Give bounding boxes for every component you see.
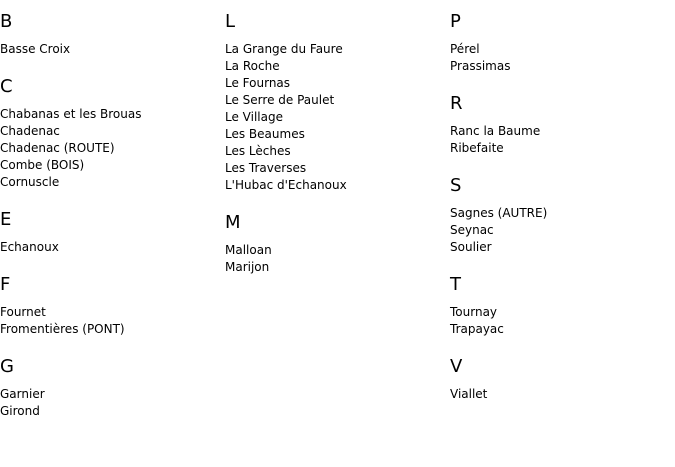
place-link[interactable]: Chadenac — [0, 124, 60, 138]
place-link[interactable]: Sagnes (AUTRE) — [450, 206, 548, 220]
place-link[interactable]: La Grange du Faure — [225, 42, 343, 56]
list-item[interactable] — [450, 123, 670, 140]
list-item[interactable] — [225, 177, 445, 194]
place-link[interactable]: Pérel — [450, 42, 480, 56]
list-item[interactable] — [225, 41, 445, 58]
list-item[interactable] — [0, 41, 220, 58]
place-link[interactable]: Combe (BOIS) — [0, 158, 85, 172]
list-item[interactable] — [450, 140, 670, 157]
list-item[interactable] — [0, 140, 220, 157]
list-item[interactable] — [450, 222, 670, 239]
letter-heading: M — [225, 212, 241, 233]
place-link[interactable]: Soulier — [450, 240, 492, 254]
letter-heading: F — [0, 274, 11, 295]
list-item[interactable] — [225, 75, 445, 92]
letter-group-v — [450, 345, 670, 403]
list-item[interactable] — [0, 304, 220, 321]
list-item[interactable] — [0, 403, 220, 420]
place-link[interactable]: Garnier — [0, 387, 45, 401]
letter-heading: C — [0, 76, 13, 97]
place-link[interactable]: L'Hubac d'Echanoux — [225, 178, 347, 192]
index-column-2 — [225, 0, 445, 276]
entry-list — [0, 98, 220, 191]
entry-list — [450, 378, 670, 403]
letter-group-s — [450, 164, 670, 256]
list-item[interactable] — [450, 386, 670, 403]
entry-list — [450, 296, 670, 338]
place-link[interactable]: Les Lèches — [225, 144, 291, 158]
place-link[interactable]: Girond — [0, 404, 40, 418]
entry-list — [450, 197, 670, 256]
list-item[interactable] — [225, 143, 445, 160]
list-item[interactable] — [0, 123, 220, 140]
place-link[interactable]: Ranc la Baume — [450, 124, 541, 138]
letter-group-g — [0, 345, 220, 420]
place-link[interactable]: Les Beaumes — [225, 127, 305, 141]
place-link[interactable]: La Roche — [225, 59, 280, 73]
letter-heading: B — [0, 11, 13, 32]
entry-list — [225, 234, 445, 276]
letter-heading: G — [0, 356, 14, 377]
list-item[interactable] — [225, 259, 445, 276]
index-column-1 — [0, 0, 220, 420]
list-item[interactable] — [450, 205, 670, 222]
place-link[interactable]: Malloan — [225, 243, 272, 257]
list-item[interactable] — [450, 41, 670, 58]
entry-list — [0, 33, 220, 58]
place-link[interactable]: Chadenac (ROUTE) — [0, 141, 115, 155]
list-item[interactable] — [450, 239, 670, 256]
letter-heading: E — [0, 209, 12, 230]
list-item[interactable] — [0, 106, 220, 123]
list-item[interactable] — [0, 386, 220, 403]
letter-group-e — [0, 198, 220, 256]
letter-heading: T — [450, 274, 461, 295]
list-item[interactable] — [225, 58, 445, 75]
place-link[interactable]: Les Traverses — [225, 161, 307, 175]
entry-list — [0, 231, 220, 256]
index-column-3 — [450, 0, 670, 403]
letter-group-m — [225, 201, 445, 276]
place-link[interactable]: Trapayac — [450, 322, 504, 336]
letter-heading: L — [225, 11, 236, 32]
entry-list — [0, 296, 220, 338]
list-item[interactable] — [225, 242, 445, 259]
place-link[interactable]: Ribefaite — [450, 141, 504, 155]
letter-group-r — [450, 82, 670, 157]
place-link[interactable]: Basse Croix — [0, 42, 71, 56]
letter-group-c — [0, 65, 220, 191]
place-link[interactable]: Cornuscle — [0, 175, 60, 189]
entry-list — [0, 378, 220, 420]
entry-list — [450, 115, 670, 157]
list-item[interactable] — [450, 58, 670, 75]
letter-group-t — [450, 263, 670, 338]
entry-list — [450, 33, 670, 75]
place-link[interactable]: Echanoux — [0, 240, 59, 254]
letter-heading: R — [450, 93, 463, 114]
list-item[interactable] — [0, 174, 220, 191]
list-item[interactable] — [0, 157, 220, 174]
list-item[interactable] — [225, 92, 445, 109]
letter-group-l — [225, 0, 445, 194]
place-link[interactable]: Prassimas — [450, 59, 511, 73]
place-link[interactable]: Fournet — [0, 305, 46, 319]
letter-heading: P — [450, 11, 461, 32]
place-link[interactable]: Viallet — [450, 387, 488, 401]
place-link[interactable]: Fromentières (PONT) — [0, 322, 125, 336]
list-item[interactable] — [450, 304, 670, 321]
list-item[interactable] — [225, 109, 445, 126]
place-link[interactable]: Le Village — [225, 110, 283, 124]
list-item[interactable] — [225, 126, 445, 143]
place-link[interactable]: Le Serre de Paulet — [225, 93, 335, 107]
place-link[interactable]: Marijon — [225, 260, 270, 274]
place-link[interactable]: Seynac — [450, 223, 494, 237]
letter-heading: V — [450, 356, 463, 377]
letter-heading: S — [450, 175, 462, 196]
letter-group-f — [0, 263, 220, 338]
place-link[interactable]: Tournay — [450, 305, 498, 319]
list-item[interactable] — [0, 321, 220, 338]
letter-group-p — [450, 0, 670, 75]
place-link[interactable]: Chabanas et les Brouas — [0, 107, 142, 121]
place-link[interactable]: Le Fournas — [225, 76, 291, 90]
entry-list — [225, 33, 445, 194]
list-item[interactable] — [450, 321, 670, 338]
letter-group-b — [0, 0, 220, 58]
list-item[interactable] — [225, 160, 445, 177]
list-item[interactable] — [0, 239, 220, 256]
